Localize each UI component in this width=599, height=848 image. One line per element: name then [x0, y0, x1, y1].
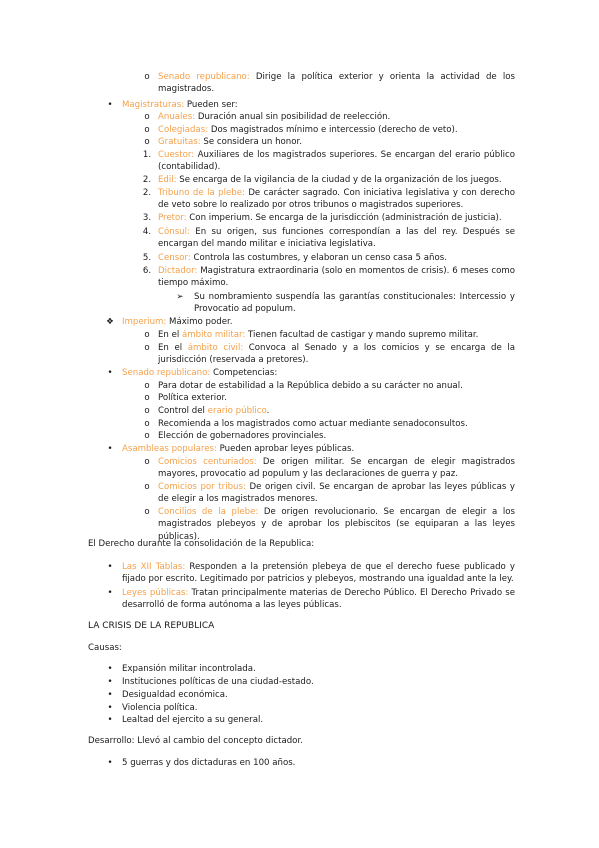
highlighted-term: Tribuno de la plebe: [158, 188, 245, 198]
paragraph: Causas: [88, 643, 122, 653]
list-item-text [158, 187, 515, 212]
text-span: Para dotar de estabilidad a la República debido a su carácter no anual. [158, 381, 463, 391]
text-span: Responden a la pretensión plebeya de que el derecho fuese publicado y fijado por escrito. Legitimado por patricios y plebeyos, mostrando una igualdad ante la ley. [122, 562, 515, 585]
text-span: Tienen facultad de castigar y mando supremo militar. [245, 330, 479, 340]
list-item-text [194, 291, 515, 316]
list-marker: o [144, 507, 150, 517]
list-marker: o [144, 381, 150, 391]
text-span: Recomienda a los magistrados como actuar mediante senadoconsultos. [158, 419, 468, 429]
list-item-text [158, 174, 502, 186]
list-item-text [122, 99, 238, 111]
text-span: En el [158, 330, 183, 340]
highlighted-term: Censor: [158, 253, 191, 263]
highlighted-term: Leyes públicas: [122, 588, 189, 598]
highlighted-term: Cónsul: [158, 227, 190, 237]
list-item-text [158, 136, 302, 148]
text-span: Duración anual sin posibilidad de reelección. [195, 112, 391, 122]
highlighted-term: Comicios centuriados: [158, 457, 257, 467]
list-marker: 1. [142, 150, 152, 160]
list-marker: • [107, 703, 113, 713]
text-span: Controla las costumbres, y elaboran un censo casa 5 años. [190, 253, 447, 263]
list-item-text [158, 392, 227, 404]
list-marker: • [107, 677, 113, 687]
text-span: Política exterior. [158, 393, 227, 403]
list-item-text [158, 342, 515, 367]
text-span: Expansión militar incontrolada. [122, 664, 256, 674]
list-marker: 2. [142, 188, 152, 198]
list-item-text [158, 430, 326, 442]
list-marker: • [107, 100, 113, 110]
highlighted-term: Concilios de la plebe: [158, 507, 259, 517]
highlighted-term: ámbito civil: [187, 343, 244, 353]
list-item-text [122, 663, 256, 675]
list-item-text [158, 481, 515, 506]
list-marker: o [144, 330, 150, 340]
text-span: Competencias: [210, 368, 278, 378]
highlighted-term: ámbito militar: [182, 330, 246, 340]
list-item-text [158, 456, 515, 481]
highlighted-term: Senado republicano: [122, 368, 211, 378]
text-span: Convoca al Senado y a los comicios y se encarga de la jurisdicción (reservada a pretores). [158, 343, 516, 366]
text-span: Dos magistrados mínimo e intercessio (derecho de veto). [208, 125, 458, 135]
list-item-text [122, 714, 263, 726]
text-span: En el [158, 343, 188, 353]
list-marker: o [144, 406, 150, 416]
text-span: Se encarga de la vigilancia de la ciudad y de la organización de los juegos. [176, 175, 502, 185]
list-item-text [122, 757, 295, 769]
list-item-text [158, 111, 390, 123]
list-marker: ❖ [106, 317, 114, 327]
list-marker: o [144, 431, 150, 441]
text-span: 5 guerras y dos dictaduras en 100 años. [122, 758, 296, 768]
highlighted-term: Asambleas populares: [122, 444, 217, 454]
list-item-text [158, 226, 515, 251]
text-span: Elección de gobernadores provinciales. [158, 431, 327, 441]
list-item-text [122, 561, 515, 586]
list-item-text [158, 71, 515, 96]
list-item-text [122, 702, 198, 714]
list-item-text [158, 418, 468, 430]
list-marker: 4. [142, 227, 152, 237]
highlighted-term: Imperium: [122, 317, 167, 327]
text-span: Tratan principalmente materias de Derecho Público. El Derecho Privado se desarrolló de forma autónoma a las leyes públicas. [122, 588, 515, 611]
list-marker: o [144, 457, 150, 467]
list-item-text [158, 149, 515, 174]
highlighted-term: Dictador: [158, 266, 198, 276]
highlighted-term: erario público [207, 406, 267, 416]
text-span: Control del [158, 406, 208, 416]
list-marker: • [107, 444, 113, 454]
list-marker: 5. [142, 253, 152, 263]
highlighted-term: Senado republicano: [158, 72, 250, 82]
highlighted-term: Pretor: [158, 213, 187, 223]
highlighted-term: Comicios por tribus: [158, 482, 246, 492]
text-span: . [266, 406, 270, 416]
paragraph: Desarrollo: Llevó al cambio del concepto dictador. [88, 736, 303, 746]
list-marker: • [107, 758, 113, 768]
text-span: Instituciones políticas de una ciudad-estado. [122, 677, 314, 687]
text-span: Dirige la política exterior y orienta la actividad de los magistrados. [158, 72, 515, 95]
text-span: Pueden ser: [184, 100, 238, 110]
list-marker: 2. [142, 175, 152, 185]
highlighted-term: Edil: [158, 175, 177, 185]
text-span: Desigualdad económica. [122, 690, 228, 700]
text-span: Máximo poder. [166, 317, 233, 327]
list-item-text [122, 367, 277, 379]
list-marker: o [144, 137, 150, 147]
text-span: En su origen, sus funciones correspondían a las del rey. Después se encargan del mando militar e iniciativa legislativa. [158, 227, 515, 250]
paragraph: El Derecho durante la consolidación de la Republica: [88, 539, 315, 549]
list-marker: 3. [142, 213, 152, 223]
text-span: Pueden aprobar leyes públicas. [216, 444, 355, 454]
list-marker: • [107, 588, 113, 598]
list-item-text [158, 329, 478, 341]
highlighted-term: Magistraturas: [122, 100, 185, 110]
highlighted-term: Anuales: [158, 112, 196, 122]
list-item-text [122, 443, 354, 455]
list-item-text [122, 316, 232, 328]
list-item-text [158, 252, 447, 264]
list-marker: o [144, 482, 150, 492]
highlighted-term: Gratuitas: [158, 137, 201, 147]
text-span: Auxiliares de los magistrados superiores. Se encargan del erario público (contabilidad). [158, 150, 515, 173]
list-item-text [122, 676, 314, 688]
text-span: De origen revolucionario. Se encargan de elegir a los magistrados plebeyos y de aprobar los plebiscitos (se equiparan a las leyes públicas). [158, 507, 515, 542]
list-marker: • [107, 562, 113, 572]
list-marker: ➢ [176, 292, 184, 302]
highlighted-term: Cuestor: [158, 150, 195, 160]
text-span: De origen civil. Se encargan de aprobar las leyes públicas y de elegir a los magistrados menores. [158, 482, 515, 505]
list-marker: • [107, 690, 113, 700]
list-marker: o [144, 343, 150, 353]
text-span: Magistratura extraordinaria (solo en momentos de crisis). 6 meses como tiempo máximo. [158, 266, 515, 289]
list-item-text [158, 405, 269, 417]
text-span: Con imperium. Se encarga de la jurisdicción (administración de justicia). [186, 213, 502, 223]
list-marker: • [107, 664, 113, 674]
list-marker: • [107, 715, 113, 725]
list-item-text [158, 212, 502, 224]
list-item-text [122, 689, 228, 701]
list-item-text [158, 265, 515, 290]
text-span: De carácter sagrado. Con iniciativa legislativa y con derecho de veto sobre lo realizado por otros tribunos o magistrados superiores. [158, 188, 515, 211]
list-item-text [158, 380, 463, 392]
text-span: Su nombramiento suspendía las garantías constitucionales: Intercessio y Provocatio ad populum. [194, 292, 515, 315]
list-item-text [122, 587, 515, 612]
list-marker: 6. [142, 266, 152, 276]
section-heading: LA CRISIS DE LA REPUBLICA [88, 621, 215, 631]
highlighted-term: Colegiadas: [158, 125, 209, 135]
list-item-text [158, 124, 458, 136]
list-marker: o [144, 72, 150, 82]
text-span: Lealtad del ejercito a su general. [122, 715, 264, 725]
list-marker: o [144, 112, 150, 122]
highlighted-term: Las XII Tablas: [122, 562, 186, 572]
list-marker: o [144, 393, 150, 403]
list-marker: o [144, 419, 150, 429]
text-span: De origen militar. Se encargan de elegir magistrados mayores, provocatio ad populum y las declaraciones de guerra y paz. [158, 457, 515, 480]
list-marker: • [107, 368, 113, 378]
text-span: Se considera un honor. [200, 137, 302, 147]
list-marker: o [144, 125, 150, 135]
text-span: Violencia política. [122, 703, 198, 713]
